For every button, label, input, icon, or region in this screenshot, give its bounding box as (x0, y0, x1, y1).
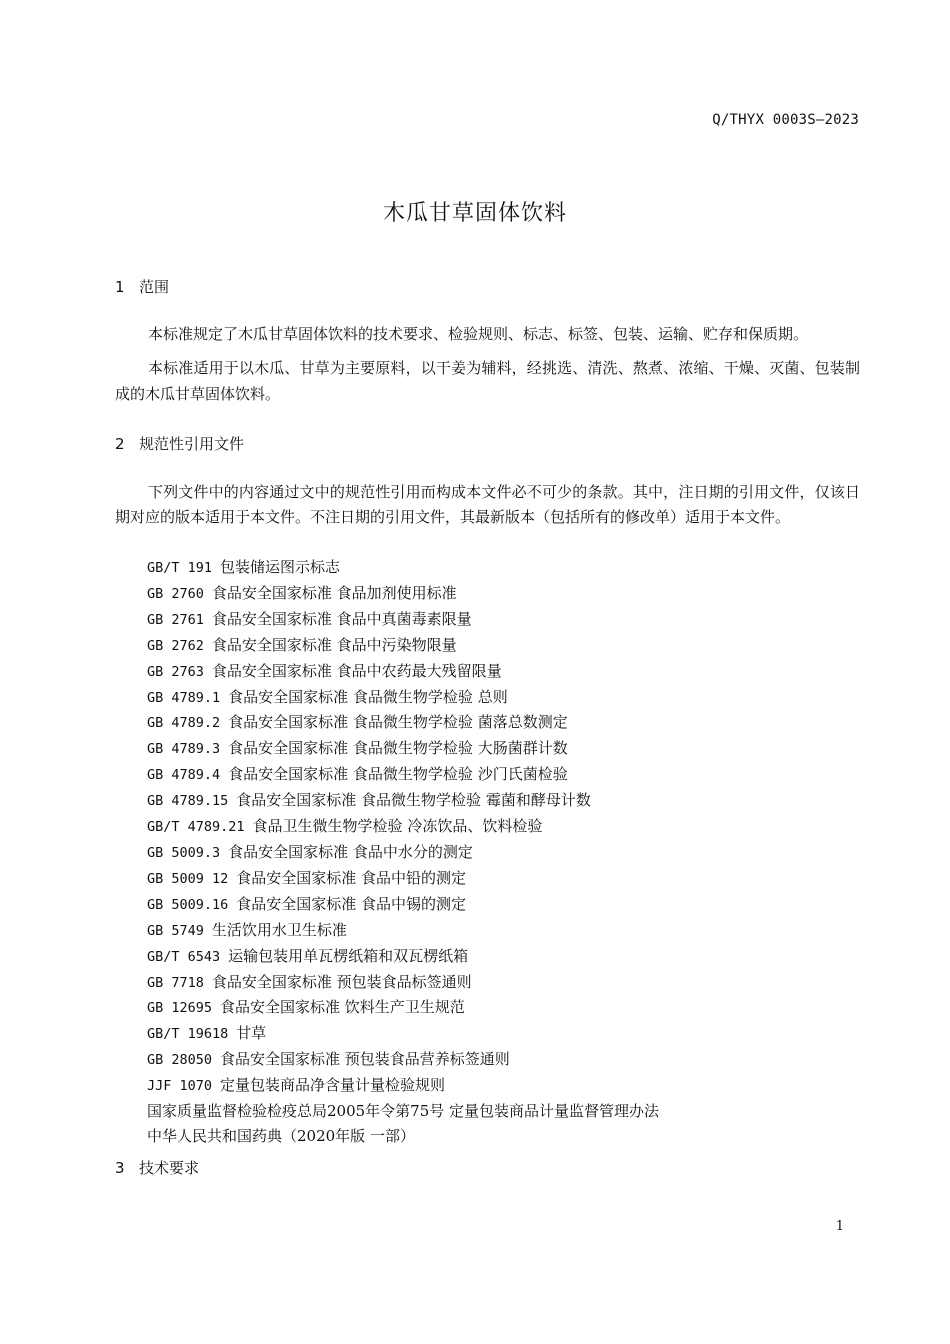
section-title: 规范性引用文件 (139, 435, 245, 453)
reference-title: 食品安全国家标准 食品微生物学检验 菌落总数测定 (228, 713, 568, 732)
reference-item (147, 1047, 659, 1073)
reference-item (147, 995, 659, 1021)
section-title: 技术要求 (139, 1159, 200, 1177)
reference-code: GB 2760 (147, 585, 204, 602)
reference-title: 食品安全国家标准 预包装食品标签通则 (211, 972, 472, 991)
section-heading-scope (115, 276, 169, 297)
reference-code: GB 5009 12 (147, 870, 229, 887)
reference-item (147, 762, 659, 788)
reference-title: 食品安全国家标准 食品中水分的测定 (228, 842, 473, 861)
reference-title: 甘草 (236, 1024, 267, 1043)
reference-item (147, 607, 659, 633)
reference-list (147, 555, 659, 1149)
reference-title: 食品安全国家标准 食品中锡的测定 (236, 894, 467, 913)
reference-title: 中华人民共和国药典（2020年版 一部） (147, 1126, 415, 1145)
reference-code: GB 12695 (147, 1000, 213, 1017)
reference-item (147, 736, 659, 762)
section-heading-normative-references (115, 433, 244, 454)
reference-title: 定量包装商品净含量计量检验规则 (220, 1076, 446, 1095)
reference-item (147, 1124, 659, 1149)
reference-item (147, 1099, 659, 1124)
reference-item (147, 788, 659, 814)
reference-code: JJF 1070 (147, 1078, 213, 1095)
reference-code: GB 5749 (147, 922, 204, 939)
reference-item (147, 685, 659, 711)
reference-code: GB 4789.2 (147, 715, 221, 732)
reference-code: GB 2762 (147, 637, 204, 654)
reference-title: 食品安全国家标准 食品微生物学检验 沙门氏菌检验 (228, 765, 568, 784)
reference-item (147, 840, 659, 866)
reference-code: GB 28050 (147, 1052, 213, 1069)
page-number: 1 (835, 1219, 844, 1234)
reference-title: 食品安全国家标准 预包装食品营养标签通则 (220, 1050, 510, 1069)
reference-item (147, 581, 659, 607)
reference-code: GB/T 19618 (147, 1026, 229, 1043)
reference-item (147, 918, 659, 944)
reference-code: GB 5009.3 (147, 844, 221, 861)
reference-title: 食品卫生微生物学检验 冷冻饮品、饮料检验 (252, 817, 543, 836)
reference-code: GB 2761 (147, 611, 204, 628)
scope-paragraph-1: 本标准规定了木瓜甘草固体饮料的技术要求、检验规则、标志、标签、包装、运输、贮存和保质期。 (148, 325, 809, 343)
reference-title: 食品安全国家标准 饮料生产卫生规范 (220, 998, 465, 1017)
reference-code: GB/T 191 (147, 560, 213, 576)
reference-title: 食品安全国家标准 食品微生物学检验 总则 (228, 687, 508, 706)
reference-item (147, 866, 659, 892)
reference-item (147, 944, 659, 970)
reference-title: 食品安全国家标准 食品微生物学检验 霉菌和酵母计数 (236, 791, 591, 810)
reference-code: GB/T 4789.21 (147, 819, 245, 836)
reference-item (147, 633, 659, 659)
reference-title: 食品安全国家标准 食品微生物学检验 大肠菌群计数 (228, 739, 568, 758)
reference-item (147, 970, 659, 996)
reference-item (147, 1073, 659, 1099)
reference-title: 食品安全国家标准 食品中铅的测定 (236, 868, 467, 887)
reference-code: GB 4789.3 (147, 741, 221, 758)
reference-code: GB 4789.4 (147, 767, 221, 784)
section-number: 2 (115, 435, 125, 453)
reference-title: 生活饮用水卫生标准 (211, 920, 347, 939)
reference-code: GB/T 6543 (147, 948, 221, 965)
section-number: 1 (115, 278, 125, 296)
reference-title: 食品安全国家标准 食品中真菌毒素限量 (211, 609, 472, 628)
references-intro-paragraph: 下列文件中的内容通过文中的规范性引用而构成本文件必不可少的条款。其中，注日期的引用文件，仅该日期对应的版本适用于本文件。不注日期的引用文件，其最新版本（包括所有的修改单）适用于本文件。 (115, 483, 860, 526)
section-number: 3 (115, 1159, 125, 1177)
reference-code: GB 2763 (147, 663, 204, 680)
reference-title: 包装储运图示标志 (220, 558, 341, 576)
standard-number: Q/THYX 0003S—2023 (712, 112, 859, 128)
reference-code: GB 5009.16 (147, 896, 229, 913)
reference-title: 国家质量监督检验检疫总局2005年令第75号 定量包装商品计量监督管理办法 (147, 1102, 660, 1121)
section-title: 范围 (139, 278, 170, 296)
reference-item (147, 710, 659, 736)
reference-code: GB 4789.15 (147, 793, 229, 810)
reference-item (147, 555, 659, 581)
reference-item (147, 814, 659, 840)
reference-code: GB 4789.1 (147, 689, 221, 706)
reference-title: 食品安全国家标准 食品中污染物限量 (211, 635, 457, 654)
section-heading-technical-requirements (115, 1157, 199, 1178)
reference-title: 运输包装用单瓦楞纸箱和双瓦楞纸箱 (228, 946, 469, 965)
scope-paragraph-2: 本标准适用于以木瓜、甘草为主要原料，以干姜为辅料，经挑选、清洗、熬煮、浓缩、干燥、灭菌、包装制成的木瓜甘草固体饮料。 (115, 359, 860, 403)
reference-item (147, 1021, 659, 1047)
reference-item (147, 659, 659, 685)
document-title: 木瓜甘草固体饮料 (382, 201, 567, 226)
reference-title: 食品安全国家标准 食品中农药最大残留限量 (211, 661, 502, 680)
reference-code: GB 7718 (147, 974, 204, 991)
reference-title: 食品安全国家标准 食品加剂使用标准 (211, 583, 457, 602)
reference-item (147, 892, 659, 918)
